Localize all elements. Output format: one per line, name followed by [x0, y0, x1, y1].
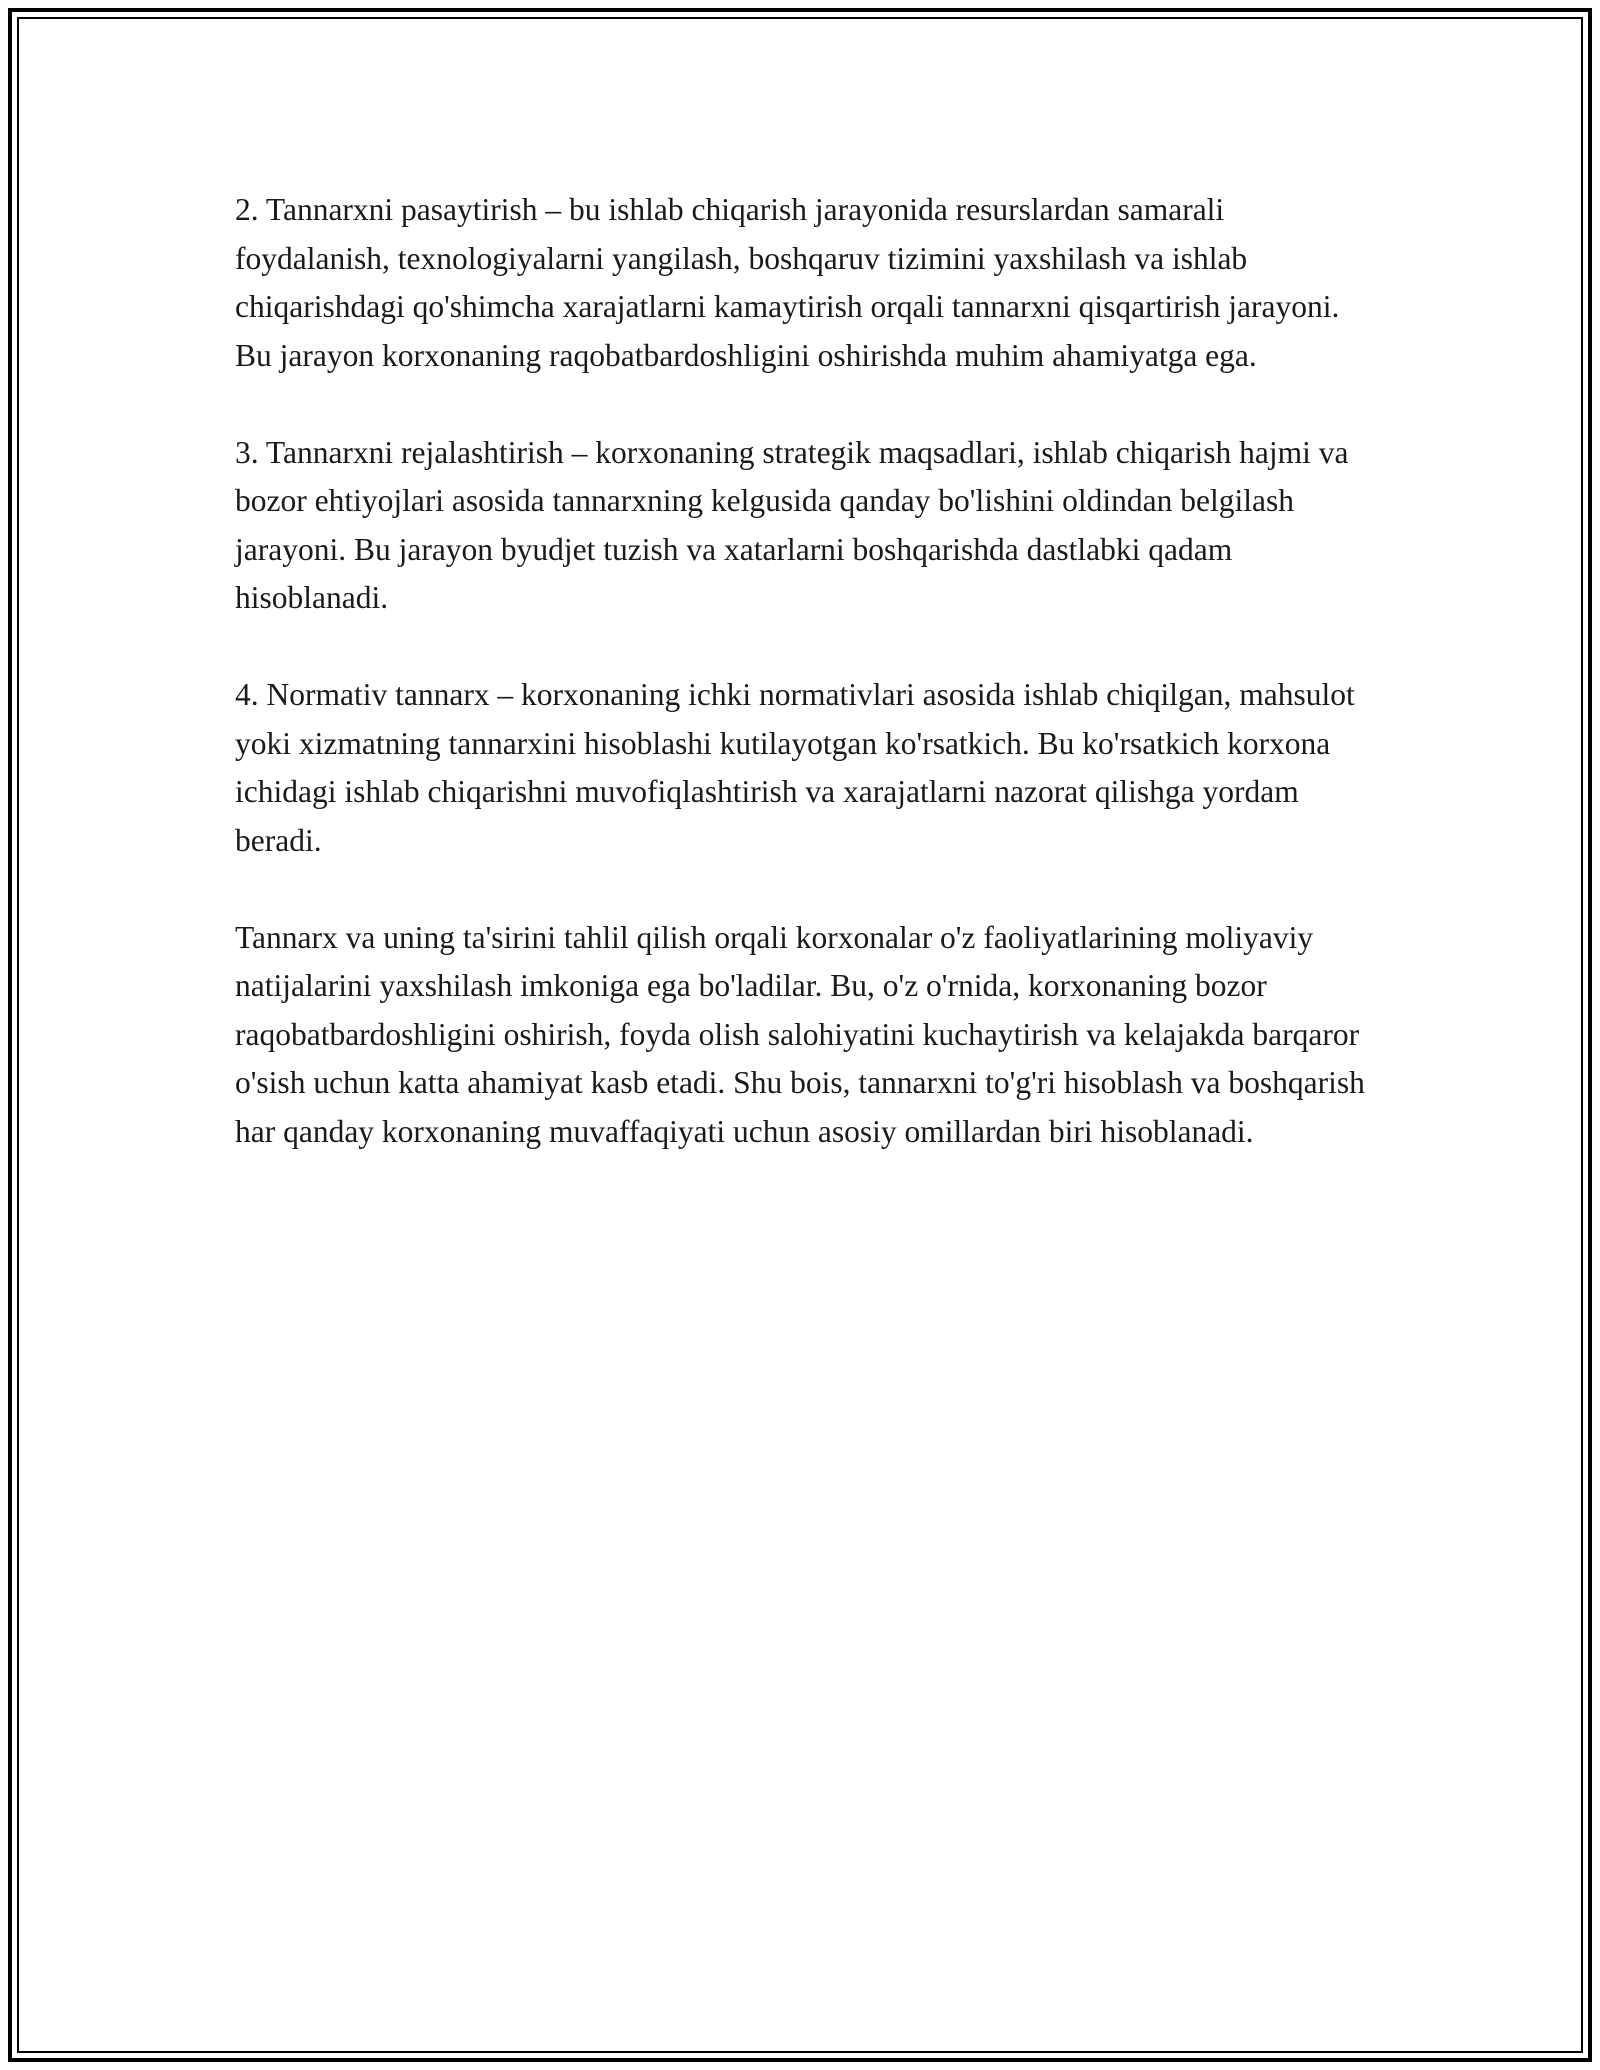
paragraph-conclusion: Tannarx va uning ta'sirini tahlil qilish orqali korxonalar o'z faoliyatlarining moliyaviy natijalarini yaxshilash imkoniga ega bo'ladilar. Bu, o'z o'rnida, korxonaning bozor raqobatbardoshligini oshirish, foyda olish salohiyatini kuchaytirish va kelajakda barqaror o'sish uchun katta ahamiyat kasb etadi. Shu bois, tannarxni to'g'ri hisoblash va boshqarish har qanday korxonaning muvaffaqiyati uchun asosiy omillardan biri hisoblanadi.	[235, 919, 1365, 1149]
paragraph-tannarxni-rejalashtirish: 3. Tannarxni rejalashtirish – korxonaning strategik maqsadlari, ishlab chiqarish hajmi va bozor ehtiyojlari asosida tannarxning kelgusida qanday bo'lishini oldindan belgilash jarayoni. Bu jarayon byudjet tuzish va xatarlarni boshqarishda dastlabki qadam hisoblanadi.	[235, 434, 1349, 615]
paragraph-normativ-tannarx: 4. Normativ tannarx – korxonaning ichki normativlari asosida ishlab chiqilgan, mahsulot yoki xizmatning tannarxini hisoblashi kutilayotgan ko'rsatkich. Bu ko'rsatkich korxona ichidagi ishlab chiqarishni muvofiqlashtirish va xarajatlarni nazorat qilishga yordam beradi.	[235, 677, 1355, 858]
paragraph-tannarxni-pasaytirish: 2. Tannarxni pasaytirish – bu ishlab chiqarish jarayonida resurslardan samarali foydalanish, texnologiyalarni yangilash, boshqaruv tizimini yaxshilash va ishlab chiqarishdagi qo'shimcha xarajatlarni kamaytirish orqali tannarxni qisqartirish jarayoni. Bu jarayon korxonaning raqobatbardoshligini oshirishda muhim ahamiyatga ega.	[235, 192, 1340, 373]
document-body	[235, 186, 1375, 1205]
